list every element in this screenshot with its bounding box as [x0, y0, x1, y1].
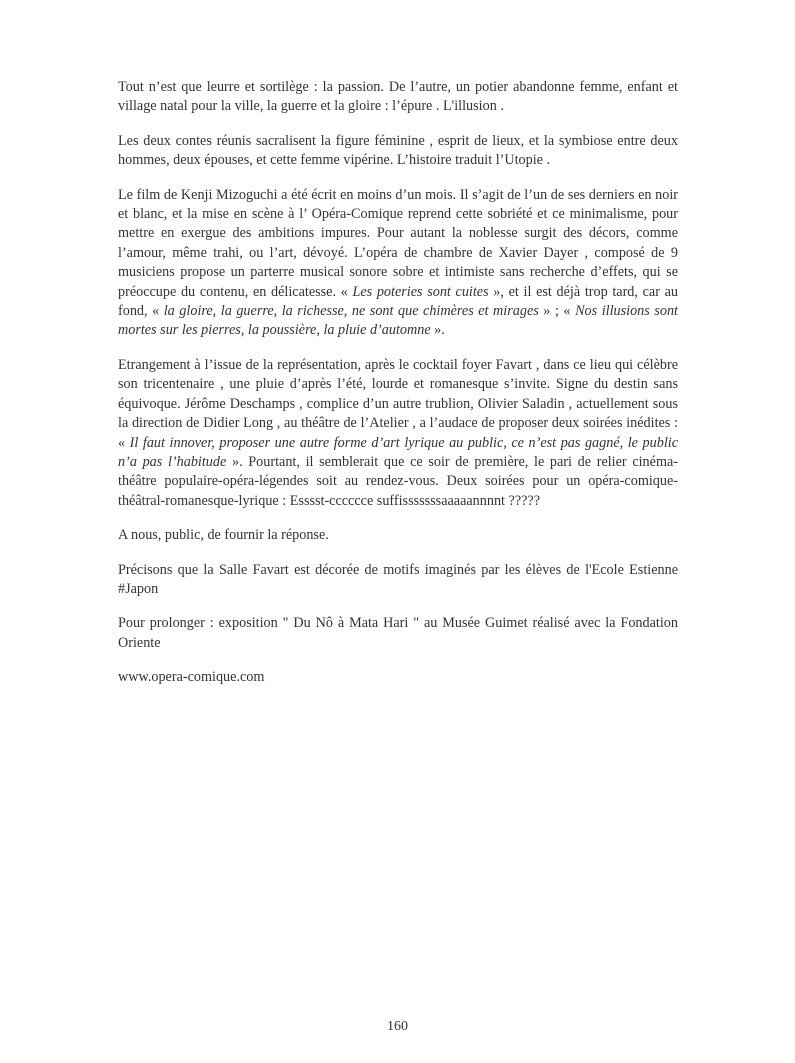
paragraph-7: [118, 614, 678, 653]
text-run: Etrangement à l’issue de la représentation, après le cocktail foyer Favart , dans ce lieu qui célèbre son tricentenaire , une pluie d’après l’été, lourde et romanesque s’invite. Signe du destin sans équivoque. Jérôme Deschamps , complice d’un autre trublion, Olivier Saladin , actuellement sous la direction de Didier Long , au théâtre de l’Atelier , a l’audace de proposer deux soirées inédites : «: [118, 356, 678, 451]
paragraph-2: [118, 132, 678, 171]
paragraph-5: [118, 526, 678, 545]
quote-italic: Nos illusions sont mortes sur les pierres, la poussière, la pluie d’automne: [118, 303, 678, 339]
paragraph-6: [118, 561, 678, 600]
website-link: [118, 668, 678, 687]
text-run: », et il est déjà trop tard, car au fond, «: [118, 283, 678, 320]
text-run: ». Pourtant, il semblerait que ce soir de première, le pari de relier cinéma-théâtre populaire-opéra-légendes soit au rendez-vous. Deux soirées pour un opéra-comique-théâtral-romanesque-lyrique : Esssst-cccccce suffisssssssaaaaannnnt ?????: [118, 453, 679, 509]
text-run: Le film de Kenji Mizoguchi a été écrit en moins d’un mois. Il s’agit de l’un de ses derniers en noir et blanc, et la mise en scène à l’ Opéra-Comique reprend cette sobriété et ce minimalisme, pour mettre en exergue des ambitions impures. Pour autant la noblesse surgit des décors, comme l’amour, même trahi, ou l’art, dévoyé. L’opéra de chambre de Xavier Dayer , composé de 9 musiciens propose un parterre musical sonore sobre et intimiste sans recherche d’effets, qui se préoccupe du contenu, en délicatesse. «: [118, 186, 678, 300]
text-run: Précisons que la Salle Favart est décorée de motifs imaginés par les élèves de l'Ecole Estienne #Japon: [118, 561, 678, 597]
paragraph-4: [118, 356, 678, 511]
quote-italic: la gloire, la guerre, la richesse, ne sont que chimères et mirages: [163, 303, 539, 320]
text-run: » ; «: [538, 303, 576, 320]
quote-italic: Il faut innover, proposer une autre forme d’art lyrique au public, ce n’est pas gagné, le public n’a pas l’habitude: [118, 434, 679, 470]
text-run: ».: [430, 322, 445, 339]
paragraph-3: [118, 186, 678, 341]
document-body: [118, 78, 678, 703]
paragraph-1: [118, 78, 678, 117]
text-run: www.opera-comique.com: [118, 669, 265, 686]
text-run: Les deux contes réunis sacralisent la figure féminine , esprit de lieux, et la symbiose entre deux hommes, deux épouses, et cette femme vipérine. L’histoire traduit l’Utopie .: [118, 132, 678, 169]
text-run: Pour prolonger : exposition " Du Nô à Mata Hari " au Musée Guimet réalisé avec la Fondation Oriente: [118, 615, 678, 651]
text-run: A nous, public, de fournir la réponse.: [118, 527, 329, 544]
page-number: 160: [387, 1019, 408, 1034]
text-run: Tout n’est que leurre et sortilège : la passion. De l’autre, un potier abandonne femme, enfant et village natal pour la ville, la guerre et la gloire : l’épure . L'illusion .: [118, 79, 678, 115]
quote-italic: Les poteries sont cuites: [352, 283, 489, 300]
